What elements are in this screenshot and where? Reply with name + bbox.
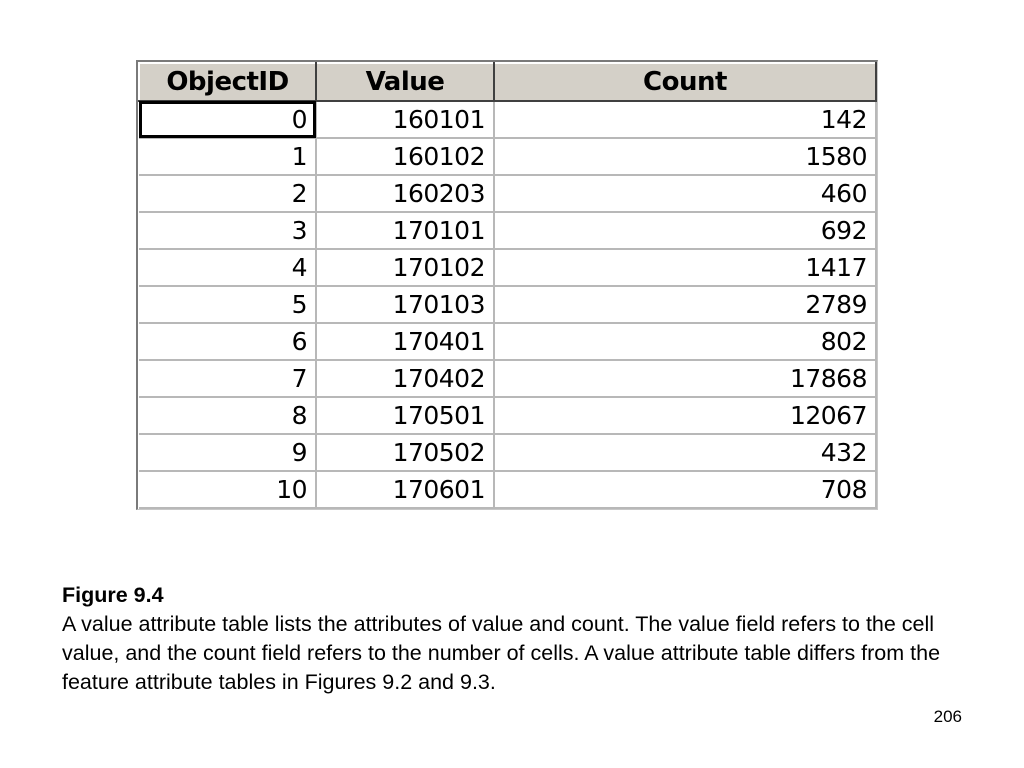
count-cell[interactable]: 460 [494, 175, 876, 212]
objectid-cell[interactable]: 1 [139, 138, 316, 175]
table-row[interactable] [139, 434, 876, 471]
table-row[interactable] [139, 138, 876, 175]
count-cell[interactable]: 708 [494, 471, 876, 508]
value-cell[interactable]: 160102 [316, 138, 494, 175]
value-cell[interactable]: 160101 [316, 101, 494, 138]
figure-title: Figure 9.4 [62, 583, 164, 607]
objectid-cell[interactable]: 3 [139, 212, 316, 249]
count-cell[interactable]: 142 [494, 101, 876, 138]
objectid-cell[interactable]: 9 [139, 434, 316, 471]
count-cell[interactable]: 2789 [494, 286, 876, 323]
count-cell[interactable]: 802 [494, 323, 876, 360]
count-cell[interactable]: 692 [494, 212, 876, 249]
table-row[interactable] [139, 397, 876, 434]
objectid-cell[interactable]: 6 [139, 323, 316, 360]
count-cell[interactable]: 1417 [494, 249, 876, 286]
table-row[interactable] [139, 360, 876, 397]
table-row[interactable] [139, 286, 876, 323]
value-cell[interactable]: 170102 [316, 249, 494, 286]
value-cell[interactable]: 170103 [316, 286, 494, 323]
value-cell[interactable]: 170402 [316, 360, 494, 397]
table-row[interactable] [139, 175, 876, 212]
table-row[interactable] [139, 101, 876, 138]
column-header-value[interactable]: Value [316, 63, 494, 101]
column-header-count[interactable]: Count [494, 63, 876, 101]
value-attribute-table [138, 62, 877, 509]
table-body [139, 101, 876, 508]
value-cell[interactable]: 160203 [316, 175, 494, 212]
value-cell[interactable]: 170502 [316, 434, 494, 471]
table-row[interactable] [139, 249, 876, 286]
objectid-cell[interactable]: 5 [139, 286, 316, 323]
figure-caption [62, 581, 982, 697]
figure-description: A value attribute table lists the attributes of value and count. The value field refers to the cell value, and the count field refers to the number of cells. A value attribute table differs from the feature attribute tables in Figures 9.2 and 9.3. [62, 612, 941, 694]
column-header-objectid[interactable]: ObjectID [139, 63, 316, 101]
count-cell[interactable]: 12067 [494, 397, 876, 434]
value-cell[interactable]: 170601 [316, 471, 494, 508]
objectid-cell[interactable]: 10 [139, 471, 316, 508]
page-number: 206 [933, 707, 962, 726]
objectid-cell[interactable]: 0 [139, 101, 316, 138]
objectid-cell[interactable]: 2 [139, 175, 316, 212]
objectid-cell[interactable]: 4 [139, 249, 316, 286]
count-cell[interactable]: 432 [494, 434, 876, 471]
value-cell[interactable]: 170501 [316, 397, 494, 434]
objectid-cell[interactable]: 7 [139, 360, 316, 397]
table-row[interactable] [139, 323, 876, 360]
objectid-cell[interactable]: 8 [139, 397, 316, 434]
count-cell[interactable]: 1580 [494, 138, 876, 175]
attribute-table-grid [136, 60, 878, 510]
table-row[interactable] [139, 212, 876, 249]
value-cell[interactable]: 170101 [316, 212, 494, 249]
table-row[interactable] [139, 471, 876, 508]
count-cell[interactable]: 17868 [494, 360, 876, 397]
header-row [139, 63, 876, 101]
value-cell[interactable]: 170401 [316, 323, 494, 360]
